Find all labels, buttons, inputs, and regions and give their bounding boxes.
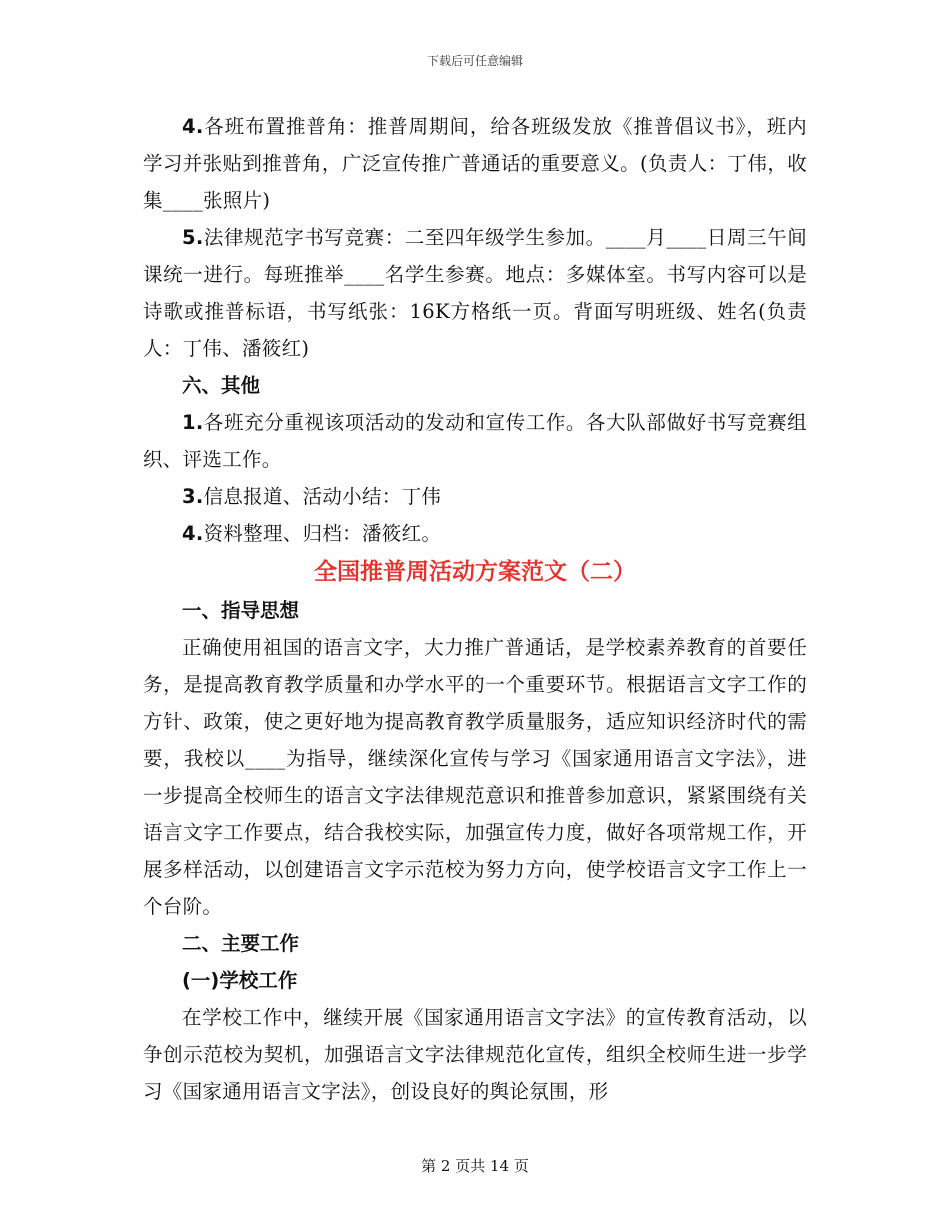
subsection-heading-school-work: (一)学校工作 (182, 969, 298, 992)
paragraph-item-5 (143, 219, 807, 367)
list-item (143, 515, 807, 552)
section-heading-other: 六、其他 (182, 374, 261, 397)
item-number: 5. (182, 226, 204, 249)
item-number: 4. (182, 115, 204, 138)
page-footer: 第 2 页共 14 页 (421, 1157, 529, 1175)
item-number: 3. (182, 485, 204, 508)
document-title: 全国推普周活动方案范文（二） (314, 559, 636, 585)
item-number: 4. (182, 522, 204, 545)
section-heading-main-work: 二、主要工作 (182, 932, 300, 955)
item-text: 信息报道、活动小结：丁伟 (203, 485, 442, 508)
section-heading-guiding-thought: 一、指导思想 (182, 599, 300, 622)
item-text: 各班布置推普角：推普周期间，给各班级发放《推普倡议书》，班内学习并张贴到推普角，广泛宣传推广普通话的重要意义。(负责人：丁伟，收集____张照片) (143, 115, 807, 212)
item-text: 法律规范字书写竞赛：二至四年级学生参加。____月____日周三午间课统一进行。每班推举____名学生参赛。地点：多媒体室。书写内容可以是诗歌或推普标语，书写纸张：16K方格纸一页。背面写明班级、姓名(负责人：丁伟、潘筱红) (143, 226, 807, 360)
document-body (143, 108, 807, 1110)
item-text: 各班充分重视该项活动的发动和宣传工作。各大队部做好书写竞赛组织、评选工作。 (143, 411, 807, 471)
list-item (143, 404, 807, 478)
page-header: 下载后可任意编辑 (426, 54, 523, 68)
item-number: 1. (182, 411, 204, 434)
list-item (143, 478, 807, 515)
paragraph-guiding-thought: 正确使用祖国的语言文字，大力推广普通话，是学校素养教育的首要任务，是提高教育教学质量和办学水平的一个重要环节。根据语言文字工作的方针、政策，使之更好地为提高教育教学质量服务，适应知识经济时代的需要，我校以____为指导，继续深化宣传与学习《国家通用语言文字法》，进一步提高全校师生的语言文字法律规范意识和推普参加意识，紧紧围绕有关语言文字工作要点，结合我校实际，加强宣传力度，做好各项常规工作，开展多样活动，以创建语言文字示范校为努力方向，使学校语言文字工作上一个台阶。 (143, 636, 807, 918)
item-text: 资料整理、归档：潘筱红。 (203, 522, 442, 545)
paragraph-item-4 (143, 108, 807, 219)
paragraph-school-work: 在学校工作中，继续开展《国家通用语言文字法》的宣传教育活动，以争创示范校为契机，加强语言文字法律规范化宣传，组织全校师生进一步学习《国家通用语言文字法》，创设良好的舆论氛围，形 (143, 1006, 807, 1103)
